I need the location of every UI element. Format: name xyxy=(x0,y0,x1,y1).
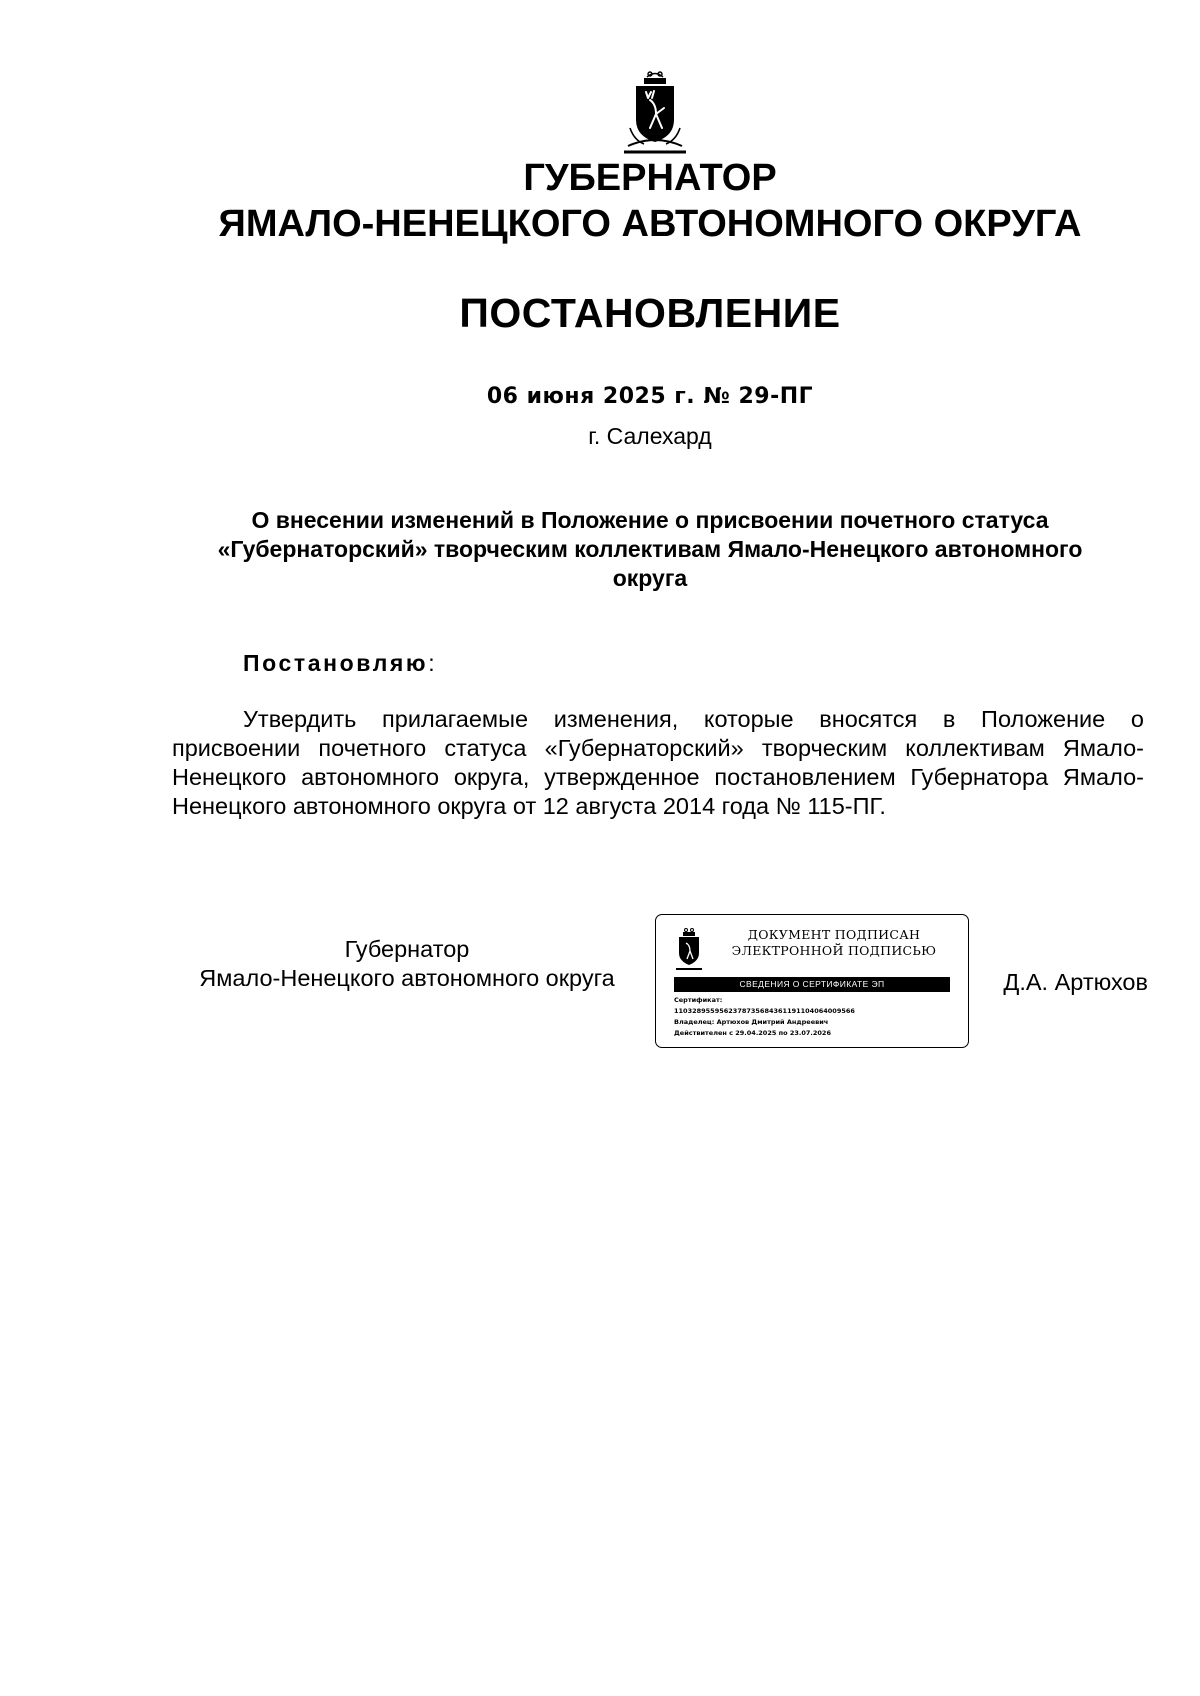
stamp-title-line1: ДОКУМЕНТ ПОДПИСАН xyxy=(747,927,921,942)
document-type: ПОСТАНОВЛЕНИЕ xyxy=(459,290,841,336)
signer-position-line2: Ямало-Ненецкого автономного округа xyxy=(199,965,615,991)
signer-name: Д.А. Артюхов xyxy=(1003,969,1148,995)
authority-title-line2: ЯМАЛО-НЕНЕЦКОГО АВТОНОМНОГО ОКРУГА xyxy=(218,203,1082,245)
stamp-certificate-label: Сертификат: xyxy=(674,996,723,1004)
document-body: Утвердить прилагаемые изменения, которые вносятся в Положение о присвоении почетного статуса «Губернаторский» творческим коллективам Ямало-Ненецкого автономного округа, утвержденное постановлением Губернатора Ямало-Ненецкого автономного округа от 12 августа 2014 года № 115-ПГ. xyxy=(172,706,1144,819)
authority-title-line1: ГУБЕРНАТОР xyxy=(523,157,777,199)
decree-colon: : xyxy=(428,650,435,676)
e-signature-stamp xyxy=(655,914,969,1048)
stamp-certificate-bar: СВЕДЕНИЯ О СЕРТИФИКАТЕ ЭП xyxy=(674,977,950,992)
document-city: г. Салехард xyxy=(588,423,712,449)
decree-word: Постановляю xyxy=(243,650,429,676)
stamp-certificate-number: 1103289559562378735684361191104064009566 xyxy=(674,1007,855,1015)
document-subject: О внесении изменений в Положение о присвоении почетного статуса «Губернаторский» творческим коллективам Ямало-Ненецкого автономного округа xyxy=(217,507,1083,591)
stamp-validity: Действителен с 29.04.2025 по 23.07.2026 xyxy=(674,1029,831,1037)
stamp-coat-of-arms-icon xyxy=(674,927,704,971)
coat-of-arms-icon xyxy=(620,68,690,156)
stamp-title xyxy=(714,927,954,959)
stamp-owner: Владелец: Артюхов Дмитрий Андреевич xyxy=(674,1018,829,1026)
signer-position xyxy=(172,935,642,993)
stamp-title-line2: ЭЛЕКТРОННОЙ ПОДПИСЬЮ xyxy=(731,943,937,958)
signer-position-line1: Губернатор xyxy=(344,936,470,962)
decree-heading xyxy=(243,650,435,677)
document-number: 06 июня 2025 г. № 29-ПГ xyxy=(486,384,814,409)
